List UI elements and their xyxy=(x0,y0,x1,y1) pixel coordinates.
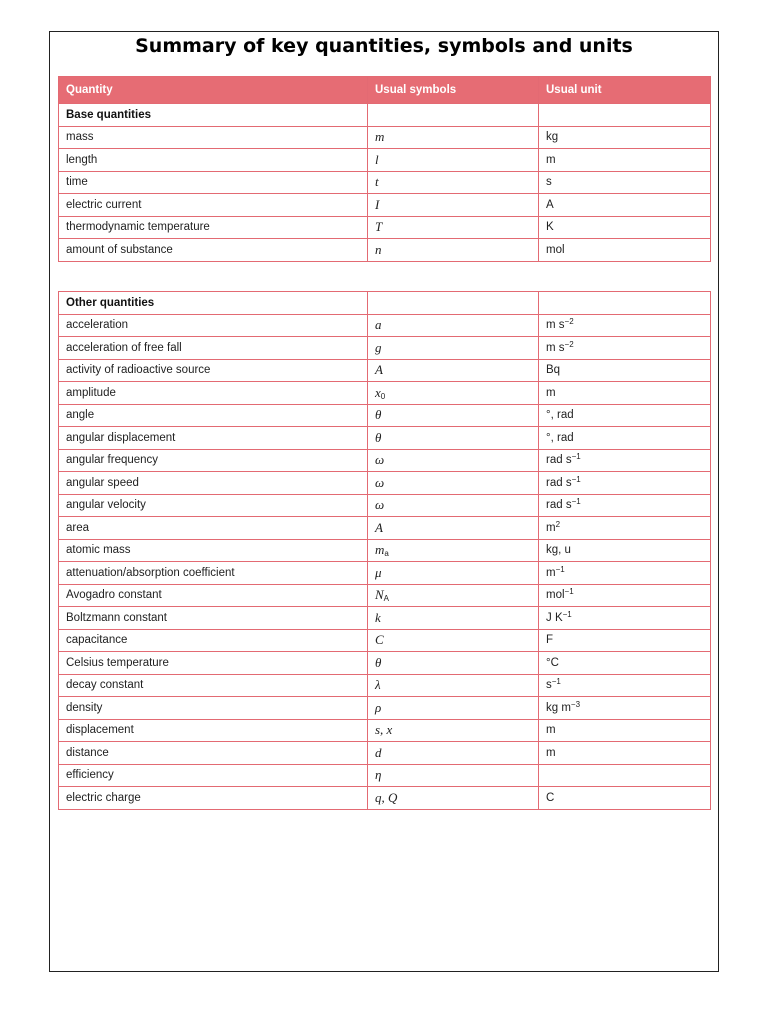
unit-superscript: 2 xyxy=(555,519,561,529)
symbol-cell xyxy=(368,449,539,472)
unit-superscript: −2 xyxy=(564,339,574,349)
symbol-text: ω xyxy=(375,474,385,490)
unit-superscript: −2 xyxy=(564,317,574,327)
quantity-cell: angular displacement xyxy=(59,427,368,450)
symbol-cell xyxy=(368,149,539,172)
symbol-text: s, x xyxy=(375,722,393,738)
table-row xyxy=(59,149,711,172)
quantity-cell: Boltzmann constant xyxy=(59,607,368,630)
symbol-cell xyxy=(368,787,539,810)
table-row xyxy=(59,171,711,194)
symbol-text: n xyxy=(375,241,382,257)
symbol-cell xyxy=(368,337,539,360)
symbol-cell xyxy=(368,472,539,495)
header-quantity: Quantity xyxy=(59,77,368,104)
symbol-subscript: 0 xyxy=(380,391,386,401)
unit-text: kg m xyxy=(546,701,571,714)
header-unit: Usual unit xyxy=(539,77,711,104)
symbol-cell xyxy=(368,539,539,562)
symbol-cell xyxy=(368,239,539,262)
unit-text: F xyxy=(546,634,554,647)
symbol-cell xyxy=(368,584,539,607)
table-row xyxy=(59,562,711,585)
symbol-text: A xyxy=(375,362,383,378)
unit-text: °C xyxy=(546,656,559,669)
symbol-cell xyxy=(368,517,539,540)
symbol-text: m xyxy=(375,129,385,145)
symbol-cell xyxy=(368,216,539,239)
symbol-cell xyxy=(368,126,539,149)
symbol-text: l xyxy=(375,151,379,167)
symbol-text: A xyxy=(375,519,383,535)
unit-cell xyxy=(539,629,711,652)
table-row xyxy=(59,359,711,382)
symbol-text: g xyxy=(375,339,382,355)
unit-text: s xyxy=(546,176,552,189)
unit-text: m xyxy=(546,566,556,579)
table-row xyxy=(59,697,711,720)
unit-cell xyxy=(539,764,711,787)
symbol-cell xyxy=(368,194,539,217)
unit-text: A xyxy=(546,198,554,211)
section-heading-row xyxy=(59,104,711,127)
unit-text: m xyxy=(546,746,556,759)
unit-text: s xyxy=(546,679,552,692)
quantity-cell: mass xyxy=(59,126,368,149)
unit-cell xyxy=(539,359,711,382)
symbol-text: θ xyxy=(375,654,382,670)
unit-cell xyxy=(539,427,711,450)
quantity-cell: angular speed xyxy=(59,472,368,495)
unit-cell xyxy=(539,216,711,239)
table-row xyxy=(59,126,711,149)
symbol-cell xyxy=(368,629,539,652)
symbol-text: ω xyxy=(375,452,385,468)
unit-text: kg, u xyxy=(546,544,571,557)
unit-text: Bq xyxy=(546,364,561,377)
symbol-text: μ xyxy=(375,564,382,580)
unit-text: rad s xyxy=(546,476,572,489)
table-row xyxy=(59,629,711,652)
unit-superscript: −1 xyxy=(571,474,581,484)
unit-text: K xyxy=(546,221,554,234)
symbol-cell xyxy=(368,697,539,720)
unit-cell xyxy=(539,697,711,720)
unit-superscript: −1 xyxy=(564,587,574,597)
symbol-text: m xyxy=(375,542,385,558)
quantity-cell: electric current xyxy=(59,194,368,217)
unit-cell xyxy=(539,787,711,810)
unit-text: rad s xyxy=(546,454,572,467)
quantity-cell: Avogadro constant xyxy=(59,584,368,607)
unit-text: m xyxy=(546,153,556,166)
quantity-cell: acceleration of free fall xyxy=(59,337,368,360)
quantity-cell: electric charge xyxy=(59,787,368,810)
unit-text: rad s xyxy=(546,499,572,512)
unit-cell xyxy=(539,584,711,607)
unit-text: kg xyxy=(546,131,559,144)
quantity-cell: thermodynamic temperature xyxy=(59,216,368,239)
unit-text: m xyxy=(546,724,556,737)
quantity-cell: capacitance xyxy=(59,629,368,652)
table-row xyxy=(59,652,711,675)
symbol-text: d xyxy=(375,744,382,760)
unit-superscript: −3 xyxy=(570,699,581,709)
symbol-text: x xyxy=(375,384,381,400)
unit-text: J K xyxy=(546,611,563,624)
table-row xyxy=(59,472,711,495)
table-row xyxy=(59,719,711,742)
unit-superscript: −1 xyxy=(551,677,561,687)
symbol-text: λ xyxy=(375,677,381,693)
table-row xyxy=(59,427,711,450)
header-symbols: Usual symbols xyxy=(368,77,539,104)
unit-cell xyxy=(539,742,711,765)
unit-text: m s xyxy=(546,341,565,354)
table-row xyxy=(59,314,711,337)
unit-text: mol xyxy=(546,589,565,602)
quantity-cell: decay constant xyxy=(59,674,368,697)
symbol-text: t xyxy=(375,174,379,190)
unit-cell xyxy=(539,149,711,172)
unit-cell xyxy=(539,239,711,262)
unit-text: m xyxy=(546,521,556,534)
quantity-cell: activity of radioactive source xyxy=(59,359,368,382)
symbol-cell xyxy=(368,382,539,405)
unit-superscript: −1 xyxy=(571,452,581,462)
table-row xyxy=(59,216,711,239)
quantity-cell: atomic mass xyxy=(59,539,368,562)
quantity-cell: angular velocity xyxy=(59,494,368,517)
unit-cell xyxy=(539,472,711,495)
table-row xyxy=(59,607,711,630)
unit-cell xyxy=(539,382,711,405)
symbol-cell xyxy=(368,359,539,382)
symbol-text: θ xyxy=(375,429,382,445)
quantity-cell: amplitude xyxy=(59,382,368,405)
base-quantities-table xyxy=(58,76,711,262)
quantity-cell: efficiency xyxy=(59,764,368,787)
unit-text: mol xyxy=(546,243,565,256)
table-row xyxy=(59,787,711,810)
unit-cell xyxy=(539,674,711,697)
quantity-cell: Celsius temperature xyxy=(59,652,368,675)
unit-text: °, rad xyxy=(546,409,574,422)
symbol-subscript: A xyxy=(383,594,390,604)
section-heading-base: Base quantities xyxy=(59,104,368,127)
symbol-text: a xyxy=(375,317,382,333)
quantity-cell: area xyxy=(59,517,368,540)
table-row xyxy=(59,494,711,517)
unit-cell xyxy=(539,314,711,337)
symbol-cell xyxy=(368,652,539,675)
table-row xyxy=(59,194,711,217)
symbol-text: q, Q xyxy=(375,789,398,805)
unit-cell xyxy=(539,517,711,540)
symbol-cell xyxy=(368,764,539,787)
unit-cell xyxy=(539,404,711,427)
unit-cell xyxy=(539,126,711,149)
symbol-text: k xyxy=(375,609,381,625)
symbol-cell xyxy=(368,404,539,427)
unit-cell xyxy=(539,194,711,217)
symbol-text: T xyxy=(375,219,383,235)
table-row xyxy=(59,404,711,427)
symbol-cell xyxy=(368,171,539,194)
unit-cell xyxy=(539,171,711,194)
table-row xyxy=(59,764,711,787)
unit-superscript: −1 xyxy=(555,564,565,574)
symbol-text: I xyxy=(375,196,380,212)
symbol-cell xyxy=(368,607,539,630)
unit-text: C xyxy=(546,791,555,804)
symbol-cell xyxy=(368,314,539,337)
symbol-text: N xyxy=(375,587,384,603)
quantity-cell: time xyxy=(59,171,368,194)
unit-cell xyxy=(539,449,711,472)
table-row xyxy=(59,382,711,405)
quantity-cell: acceleration xyxy=(59,314,368,337)
symbol-cell xyxy=(368,674,539,697)
unit-cell xyxy=(539,337,711,360)
table-row xyxy=(59,674,711,697)
quantity-cell: angle xyxy=(59,404,368,427)
unit-text: m s xyxy=(546,319,565,332)
quantity-cell: attenuation/absorption coefficient xyxy=(59,562,368,585)
table-row xyxy=(59,742,711,765)
unit-cell xyxy=(539,652,711,675)
page-frame xyxy=(49,31,719,972)
page-title: Summary of key quantities, symbols and units xyxy=(135,35,633,57)
quantity-cell: displacement xyxy=(59,719,368,742)
symbol-cell xyxy=(368,494,539,517)
table-row xyxy=(59,337,711,360)
quantity-cell: length xyxy=(59,149,368,172)
symbol-cell xyxy=(368,562,539,585)
table-row xyxy=(59,539,711,562)
unit-superscript: −1 xyxy=(562,609,572,619)
symbol-cell xyxy=(368,427,539,450)
quantity-cell: amount of substance xyxy=(59,239,368,262)
quantity-cell: distance xyxy=(59,742,368,765)
unit-cell xyxy=(539,539,711,562)
unit-cell xyxy=(539,607,711,630)
symbol-text: ρ xyxy=(375,699,382,715)
quantity-cell: angular frequency xyxy=(59,449,368,472)
unit-cell xyxy=(539,494,711,517)
unit-superscript: −1 xyxy=(571,497,581,507)
table-row xyxy=(59,584,711,607)
symbol-text: η xyxy=(375,767,382,783)
unit-text: °, rad xyxy=(546,431,574,444)
table-header-row xyxy=(59,77,711,104)
unit-cell xyxy=(539,719,711,742)
table-row xyxy=(59,449,711,472)
symbol-subscript: a xyxy=(384,549,389,559)
symbol-cell xyxy=(368,742,539,765)
other-quantities-table xyxy=(58,291,711,810)
unit-text: m xyxy=(546,386,556,399)
quantity-cell: density xyxy=(59,697,368,720)
section-heading-row xyxy=(59,292,711,315)
symbol-cell xyxy=(368,719,539,742)
table-row xyxy=(59,517,711,540)
table-row xyxy=(59,239,711,262)
symbol-text: ω xyxy=(375,497,385,513)
symbol-text: C xyxy=(375,632,384,648)
unit-cell xyxy=(539,562,711,585)
section-heading-other: Other quantities xyxy=(59,292,368,315)
symbol-text: θ xyxy=(375,407,382,423)
